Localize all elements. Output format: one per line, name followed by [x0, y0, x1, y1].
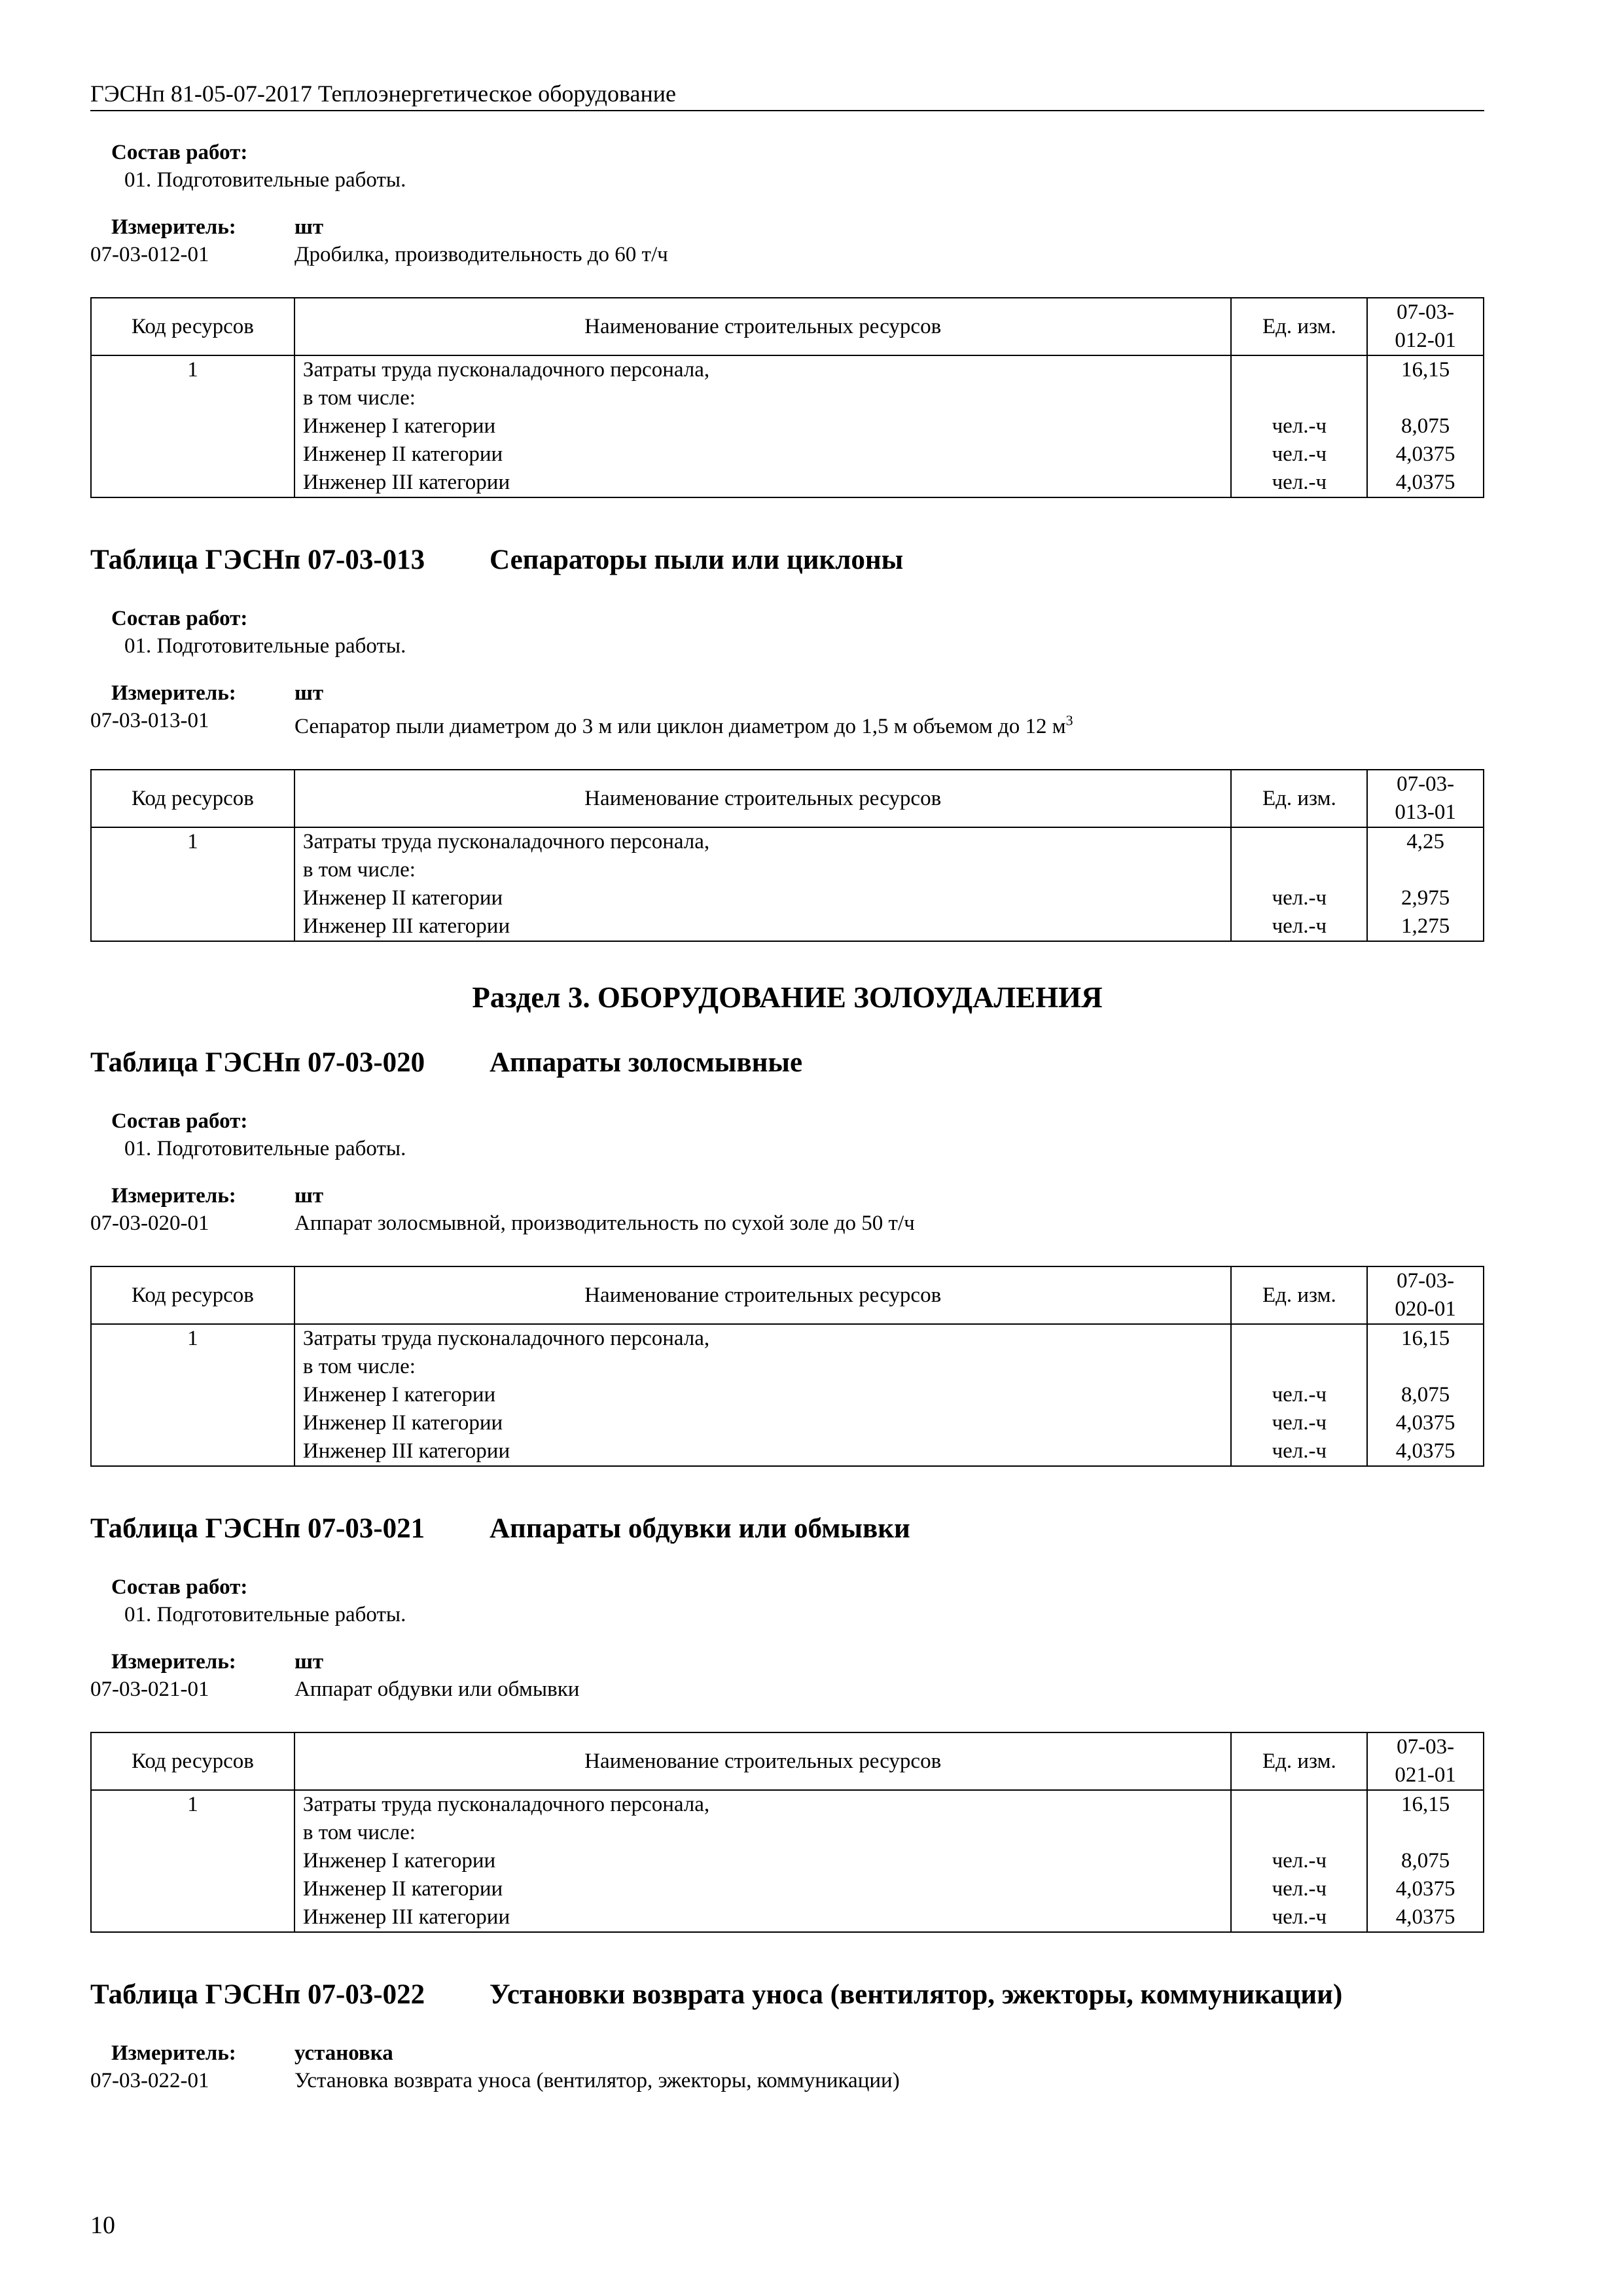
- row-unit: [1240, 1819, 1359, 1847]
- th-norm-code-top: 07-03-: [1397, 300, 1455, 324]
- th-norm-code-bottom: 013-01: [1395, 800, 1456, 824]
- row-unit: чел.-ч: [1272, 414, 1327, 438]
- table-header-row: [91, 1266, 1484, 1324]
- th-norm-code: [1367, 1732, 1484, 1790]
- row-value: 4,0375: [1395, 1439, 1455, 1463]
- table-name: Установки возврата уноса (вентилятор, эжекторы, коммуникации): [490, 1979, 1343, 2010]
- row-values: [1367, 827, 1484, 941]
- row-values: [1367, 1790, 1484, 1932]
- table-number: Таблица ГЭСНп 07-03-020: [90, 1047, 425, 1078]
- composition-item: 01. Подготовительные работы.: [124, 634, 406, 658]
- table-row: [91, 1324, 1484, 1466]
- row-name: Инженер II категории: [302, 886, 503, 910]
- measure-row: [90, 679, 1484, 707]
- row-unit: [1240, 828, 1359, 856]
- row-units: [1231, 355, 1367, 497]
- row-values: [1367, 1324, 1484, 1466]
- row-unit: чел.-ч: [1272, 442, 1327, 466]
- row-name: Инженер III категории: [302, 471, 510, 494]
- th-code: Код ресурсов: [91, 1732, 294, 1790]
- row-value: 2,975: [1401, 886, 1450, 910]
- table-title: [90, 542, 1484, 579]
- row-name: в том числе:: [302, 1355, 416, 1378]
- row-value: 8,075: [1401, 414, 1450, 438]
- item-name: Аппарат обдувки или обмывки: [294, 1677, 580, 1701]
- row-name: Инженер I категории: [302, 414, 496, 438]
- item-name: Аппарат золосмывной, производительность по сухой золе до 50 т/ч: [294, 1211, 915, 1235]
- row-units: [1231, 1790, 1367, 1932]
- item-row: [90, 1210, 1484, 1237]
- item-name-sup: 3: [1065, 712, 1073, 728]
- th-norm-code: [1367, 298, 1484, 355]
- row-unit: чел.-ч: [1272, 1411, 1327, 1435]
- row-name: Затраты труда пусконаладочного персонала,: [302, 1327, 710, 1350]
- row-unit: чел.-ч: [1272, 1439, 1327, 1463]
- composition-label: Состав работ:: [111, 141, 248, 164]
- row-names: [294, 1790, 1231, 1932]
- composition-item: 01. Подготовительные работы.: [124, 1603, 406, 1626]
- resources-table: [90, 769, 1484, 942]
- row-unit: [1240, 384, 1359, 412]
- row-name: в том числе:: [302, 1821, 416, 1844]
- th-norm-code: [1367, 770, 1484, 827]
- table-header-row: [91, 1732, 1484, 1790]
- row-unit: [1240, 1325, 1359, 1353]
- row-code: 1: [91, 1790, 294, 1932]
- th-unit: Ед. изм.: [1231, 1266, 1367, 1324]
- row-value: 8,075: [1401, 1383, 1450, 1407]
- row-value: [1376, 384, 1475, 412]
- table-title: [90, 1977, 1484, 2013]
- measure-label: Измеритель:: [111, 1184, 236, 1208]
- item-code: 07-03-021-01: [90, 1677, 209, 1701]
- row-name: Инженер I категории: [302, 1383, 496, 1407]
- measure-unit: шт: [294, 215, 324, 239]
- table-row: [91, 355, 1484, 497]
- row-value: [1376, 1819, 1475, 1847]
- th-name: Наименование строительных ресурсов: [294, 770, 1231, 827]
- item-code: 07-03-022-01: [90, 2069, 209, 2092]
- composition-label: Состав работ:: [111, 607, 248, 630]
- measure-unit: установка: [294, 2041, 393, 2065]
- block-07-03-013: [90, 542, 1484, 942]
- row-value: 4,0375: [1395, 1905, 1455, 1929]
- measure-label: Измеритель:: [111, 215, 236, 239]
- row-name: Затраты труда пусконаладочного персонала,: [302, 358, 710, 382]
- item-code: 07-03-013-01: [90, 709, 209, 732]
- block-07-03-020: [90, 1045, 1484, 1467]
- measure-row: [90, 1182, 1484, 1210]
- block-07-03-021: [90, 1511, 1484, 1933]
- th-norm-code-bottom: 021-01: [1395, 1763, 1456, 1787]
- item-name: Сепаратор пыли диаметром до 3 м или циклон диаметром до 1,5 м объемом до 12 м: [294, 715, 1066, 738]
- measure-unit: шт: [294, 1650, 324, 1674]
- table-name: Аппараты золосмывные: [490, 1047, 803, 1078]
- row-unit: [1240, 1791, 1359, 1819]
- table-header-row: [91, 770, 1484, 827]
- item-name-wrap: [294, 707, 1484, 740]
- resources-table: [90, 297, 1484, 498]
- item-code: 07-03-020-01: [90, 1211, 209, 1235]
- row-unit: [1240, 856, 1359, 884]
- item-row: [90, 2067, 1484, 2094]
- row-name: Затраты труда пусконаладочного персонала,: [302, 1793, 710, 1816]
- table-title: [90, 1045, 1484, 1081]
- table-header-row: [91, 298, 1484, 355]
- table-title: [90, 1511, 1484, 1547]
- table-number: Таблица ГЭСНп 07-03-022: [90, 1979, 425, 2010]
- item-row: [90, 241, 1484, 268]
- table-row: [91, 827, 1484, 941]
- row-units: [1231, 827, 1367, 941]
- table-name: Сепараторы пыли или циклоны: [490, 545, 904, 575]
- row-name: Инженер II категории: [302, 1877, 503, 1901]
- th-norm-code-top: 07-03-: [1397, 1735, 1455, 1759]
- row-name: Инженер III категории: [302, 914, 510, 938]
- th-norm-code: [1367, 1266, 1484, 1324]
- row-values: [1367, 355, 1484, 497]
- row-code: 1: [91, 1324, 294, 1466]
- row-name: в том числе:: [302, 386, 416, 410]
- measure-row: [90, 1648, 1484, 1676]
- row-name: Инженер II категории: [302, 1411, 503, 1435]
- th-unit: Ед. изм.: [1231, 298, 1367, 355]
- th-code: Код ресурсов: [91, 770, 294, 827]
- row-unit: чел.-ч: [1272, 914, 1327, 938]
- measure-row: [90, 2039, 1484, 2067]
- resources-table: [90, 1732, 1484, 1933]
- row-value: 4,0375: [1395, 1411, 1455, 1435]
- row-value: 16,15: [1401, 1793, 1450, 1816]
- measure-label: Измеритель:: [111, 2041, 236, 2065]
- table-name: Аппараты обдувки или обмывки: [490, 1513, 910, 1544]
- row-names: [294, 1324, 1231, 1466]
- th-code: Код ресурсов: [91, 1266, 294, 1324]
- row-unit: чел.-ч: [1272, 1877, 1327, 1901]
- section-title: Раздел 3. ОБОРУДОВАНИЕ ЗОЛОУДАЛЕНИЯ: [472, 981, 1103, 1014]
- th-unit: Ед. изм.: [1231, 770, 1367, 827]
- measure-row: [90, 213, 1484, 241]
- row-name: Инженер II категории: [302, 442, 503, 466]
- row-units: [1231, 1324, 1367, 1466]
- th-norm-code-top: 07-03-: [1397, 772, 1455, 796]
- row-unit: чел.-ч: [1272, 1849, 1327, 1873]
- row-name: Затраты труда пусконаладочного персонала,: [302, 830, 710, 853]
- row-value: 4,0375: [1395, 471, 1455, 494]
- row-value: [1376, 1353, 1475, 1381]
- row-value: 4,25: [1406, 830, 1445, 853]
- composition-label: Состав работ:: [111, 1109, 248, 1133]
- row-names: [294, 355, 1231, 497]
- table-number: Таблица ГЭСНп 07-03-013: [90, 545, 425, 575]
- row-unit: чел.-ч: [1272, 471, 1327, 494]
- block-07-03-022: [90, 1977, 1484, 2094]
- running-header: ГЭСНп 81-05-07-2017 Теплоэнергетическое оборудование: [90, 77, 1484, 111]
- measure-label: Измеритель:: [111, 1650, 236, 1674]
- row-name: Инженер III категории: [302, 1905, 510, 1929]
- item-row: [90, 707, 1484, 740]
- resources-table: [90, 1266, 1484, 1467]
- row-unit: чел.-ч: [1272, 1383, 1327, 1407]
- th-name: Наименование строительных ресурсов: [294, 1732, 1231, 1790]
- row-code: 1: [91, 827, 294, 941]
- measure-label: Измеритель:: [111, 681, 236, 705]
- row-unit: [1240, 356, 1359, 384]
- section-heading-wrap: [90, 979, 1484, 1016]
- page-number: 10: [90, 2212, 115, 2239]
- row-name: в том числе:: [302, 858, 416, 882]
- item-code: 07-03-012-01: [90, 243, 209, 266]
- table-row: [91, 1790, 1484, 1932]
- row-names: [294, 827, 1231, 941]
- composition-label: Состав работ:: [111, 1575, 248, 1599]
- th-code: Код ресурсов: [91, 298, 294, 355]
- measure-unit: шт: [294, 1184, 324, 1208]
- row-unit: [1240, 1353, 1359, 1381]
- row-value: 4,0375: [1395, 442, 1455, 466]
- th-norm-code-bottom: 012-01: [1395, 329, 1456, 352]
- item-name: Дробилка, производительность до 60 т/ч: [294, 243, 668, 266]
- measure-unit: шт: [294, 681, 324, 705]
- composition-item: 01. Подготовительные работы.: [124, 1137, 406, 1160]
- row-value: 16,15: [1401, 1327, 1450, 1350]
- row-name: Инженер III категории: [302, 1439, 510, 1463]
- row-value: 1,275: [1401, 914, 1450, 938]
- th-name: Наименование строительных ресурсов: [294, 298, 1231, 355]
- row-unit: чел.-ч: [1272, 1905, 1327, 1929]
- item-name: Установка возврата уноса (вентилятор, эжекторы, коммуникации): [294, 2069, 900, 2092]
- item-row: [90, 1676, 1484, 1703]
- row-value: 4,0375: [1395, 1877, 1455, 1901]
- th-unit: Ед. изм.: [1231, 1732, 1367, 1790]
- th-name: Наименование строительных ресурсов: [294, 1266, 1231, 1324]
- row-value: [1376, 856, 1475, 884]
- th-norm-code-top: 07-03-: [1397, 1269, 1455, 1293]
- block-07-03-012: [90, 139, 1484, 498]
- row-code: 1: [91, 355, 294, 497]
- table-number: Таблица ГЭСНп 07-03-021: [90, 1513, 425, 1544]
- row-value: 16,15: [1401, 358, 1450, 382]
- th-norm-code-bottom: 020-01: [1395, 1297, 1456, 1321]
- row-name: Инженер I категории: [302, 1849, 496, 1873]
- row-value: 8,075: [1401, 1849, 1450, 1873]
- composition-item: 01. Подготовительные работы.: [124, 168, 406, 192]
- row-unit: чел.-ч: [1272, 886, 1327, 910]
